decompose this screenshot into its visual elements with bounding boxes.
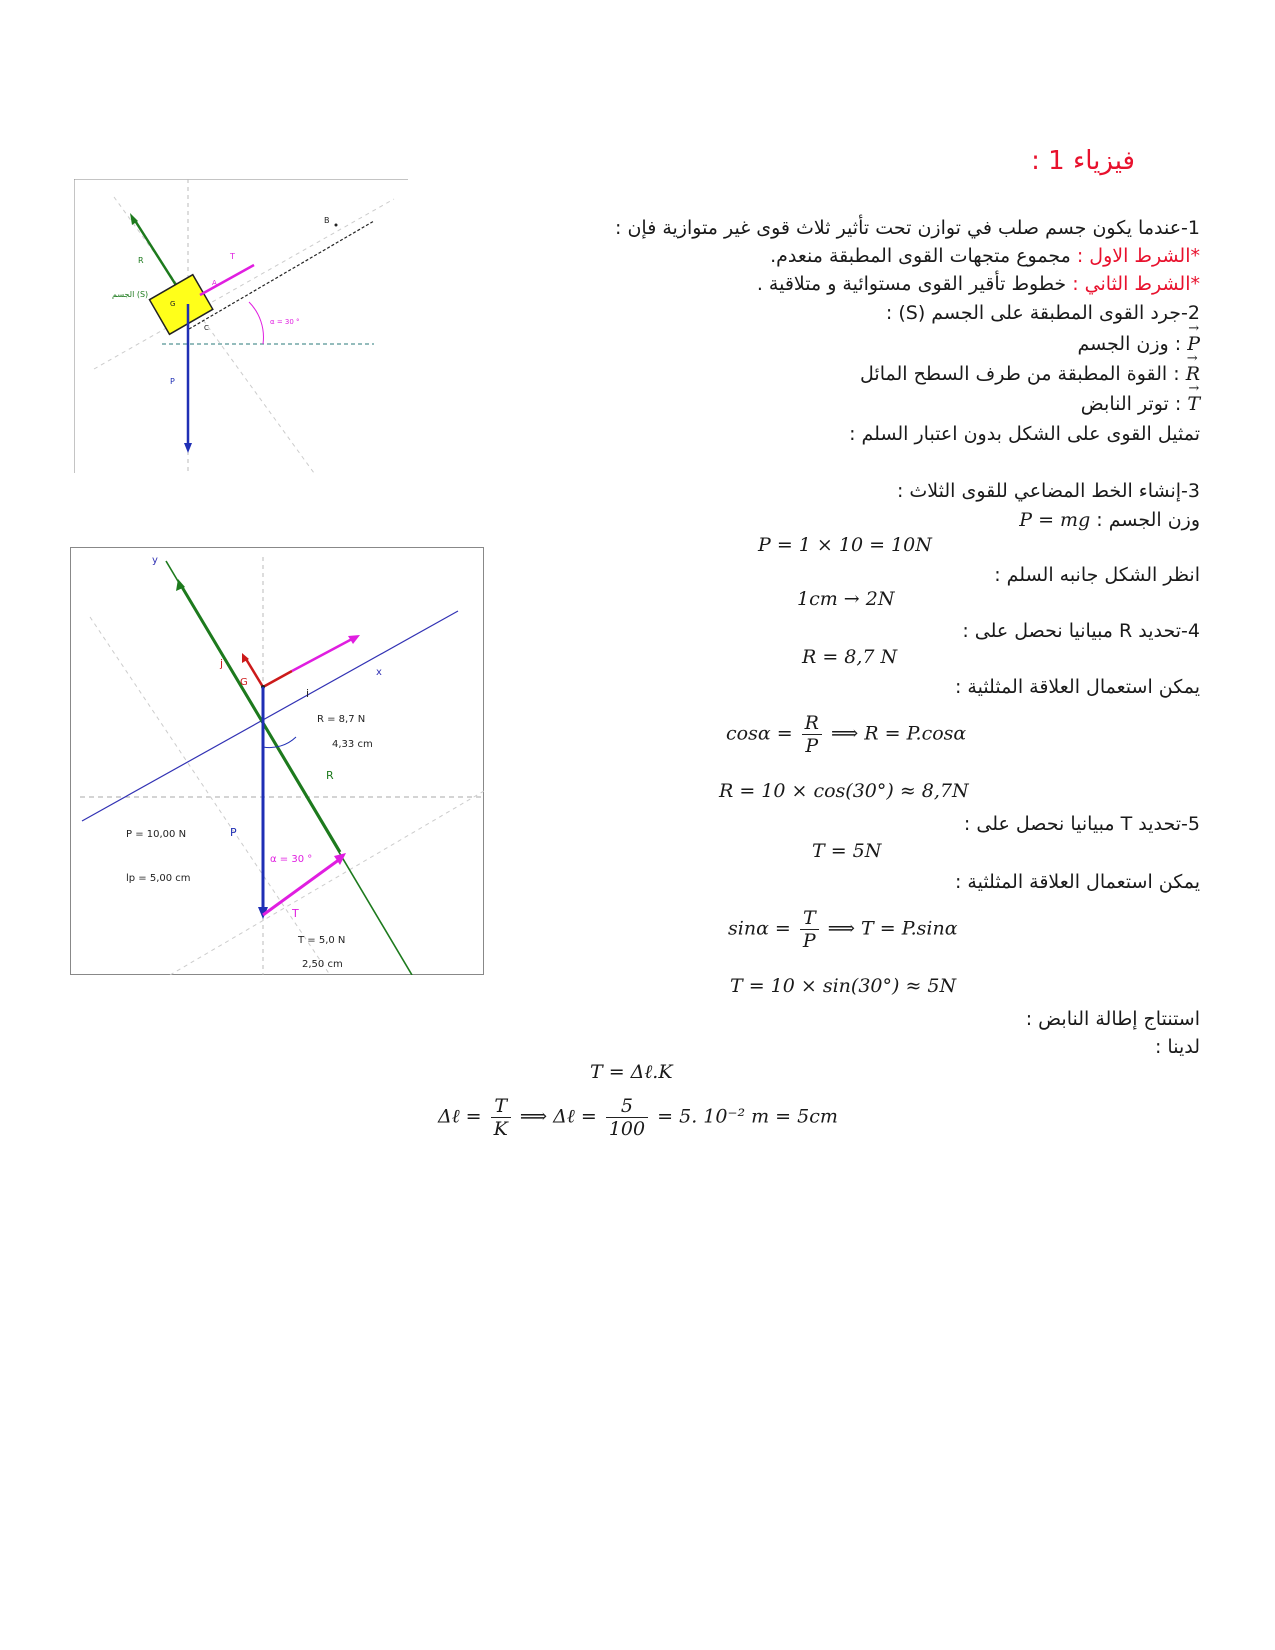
figure2-angle-label: α = 30 ° (270, 854, 313, 865)
condition-1-label: *الشرط الاول : (1076, 245, 1200, 267)
sin-fraction (800, 907, 819, 952)
cos-fraction (802, 712, 822, 757)
force-t-symbol: → T (1187, 390, 1200, 418)
r-heading: 4-تحديد R مبيانيا نحصل على : (962, 620, 1200, 642)
figure1-angle-label: α = 30 ° (270, 318, 300, 326)
cos-num: R (802, 712, 822, 735)
elongation-equation (438, 1095, 838, 1140)
figure2-label-x: x (376, 667, 382, 678)
dl-lhs: Δℓ = (438, 1105, 482, 1128)
figure2-label-i: i (306, 687, 310, 700)
page-title: فيزياء 1 : (1031, 146, 1135, 176)
force-t-item (1081, 390, 1200, 418)
t-heading: 5-تحديد T مبيانيا نحصل على : (963, 813, 1200, 835)
force-r-symbol: → R (1186, 360, 1200, 388)
figure1-label-r: R (138, 256, 144, 265)
force-t-desc: : توتر النابض (1080, 393, 1182, 415)
figure-inclined-plane (74, 179, 408, 473)
figure2-label-t: T (292, 907, 299, 920)
sin-equation (728, 907, 958, 952)
r-value: R = 8,7 N (802, 646, 898, 668)
figure2-r-value: R = 8,7 N (317, 714, 366, 725)
figure2-label-g: G (240, 677, 248, 688)
weight-formula: P = mg (1019, 509, 1091, 531)
sin-num: T (800, 907, 819, 930)
figure2-label-r: R (326, 769, 334, 782)
dl-fraction-1 (491, 1095, 511, 1140)
dl-den-1: K (493, 1118, 508, 1140)
weight-line (1019, 506, 1200, 534)
elongation-heading: استنتاج إطالة النابض : (1025, 1008, 1200, 1030)
cos-calc: R = 10 × cos(30°) ≈ 8,7N (719, 780, 969, 802)
cos-equation (726, 712, 966, 757)
condition-2-text: خطوط تأقير القوى مستوائية و متلاقية . (756, 273, 1067, 295)
figure-dynamic-line (70, 547, 484, 975)
cos-rhs: ⟹ R = P.cosα (831, 722, 967, 745)
scale-value: 1cm → 2N (797, 588, 895, 610)
figure2-t-value: T = 5,0 N (298, 935, 346, 946)
sin-rhs: ⟹ T = P.sinα (827, 917, 958, 940)
figure1-label-s: الجسم (S) (112, 290, 149, 299)
dl-den-2: 100 (608, 1118, 646, 1140)
intro-text: 1-عندما يكون جسم صلب في توازن تحت تأثير ثلاث قوى غير متوازية فإن : (615, 217, 1200, 239)
t-relation-text: يمكن استعمال العلاقة المثلثية : (954, 871, 1200, 893)
figure2-p-length: lp = 5,00 cm (126, 873, 191, 884)
figure1-label-p: P (170, 377, 175, 386)
cos-lhs: cosα = (726, 722, 793, 745)
sin-den: P (802, 930, 816, 952)
dl-rhs: = 5. 10⁻² m = 5cm (657, 1105, 838, 1128)
figure1-label-c: C (204, 324, 209, 332)
dl-mid: ⟹ Δℓ = (519, 1105, 597, 1128)
condition-1 (770, 242, 1200, 270)
figure1-label-a: A (212, 279, 217, 287)
weight-calc: P = 1 × 10 = 10N (758, 534, 932, 556)
figure2-label-y: y (152, 555, 158, 566)
figure1-point-b (335, 224, 338, 227)
figure2-t-length: 2,50 cm (302, 959, 343, 970)
force-p-desc: : وزن الجسم (1077, 333, 1182, 355)
condition-2 (757, 270, 1200, 298)
condition-1-text: مجموع متجهات القوى المطبقة منعدم. (770, 245, 1071, 267)
inventory-heading: 2-جرد القوى المطبقة على الجسم (S) : (885, 302, 1200, 324)
condition-2-label: *الشرط الثاني : (1072, 273, 1200, 295)
sin-lhs: sinα = (728, 917, 791, 940)
scale-text: انظر الشكل جانبه السلم : (994, 564, 1200, 586)
dynamic-line-heading: 3-إنشاء الخط المضاعي للقوى الثلاث : (896, 480, 1200, 502)
force-r-item (860, 360, 1200, 388)
figure1-background (74, 179, 408, 473)
dl-num-2: 5 (606, 1095, 648, 1118)
representation-text: تمثيل القوى على الشكل بدون اعتبار السلم : (849, 423, 1200, 445)
we-have-text: لدينا : (1154, 1036, 1200, 1058)
figure2-r-length: 4,33 cm (332, 739, 373, 750)
figure2-frame (71, 548, 484, 975)
hooke-law: T = Δℓ.K (590, 1061, 673, 1083)
figure2-label-p: P (230, 826, 237, 839)
cos-den: P (805, 735, 819, 757)
t-value: T = 5N (812, 840, 882, 862)
dl-num-1: T (491, 1095, 511, 1118)
figure2-label-j: j (220, 657, 224, 670)
weight-label: وزن الجسم : (1096, 509, 1200, 531)
dl-fraction-2 (606, 1095, 648, 1140)
force-r-desc: : القوة المطبقة من طرف السطح المائل (860, 363, 1180, 385)
figure1-label-t: T (230, 252, 235, 261)
r-relation-text: يمكن استعمال العلاقة المثلثية : (954, 676, 1200, 698)
figure1-label-b: B (324, 216, 330, 225)
force-p-symbol: → P (1187, 330, 1200, 358)
figure1-label-g: G (170, 300, 176, 308)
figure2-p-value: P = 10,00 N (126, 829, 187, 840)
sin-calc: T = 10 × sin(30°) ≈ 5N (730, 975, 957, 997)
force-p-item (1077, 330, 1200, 358)
